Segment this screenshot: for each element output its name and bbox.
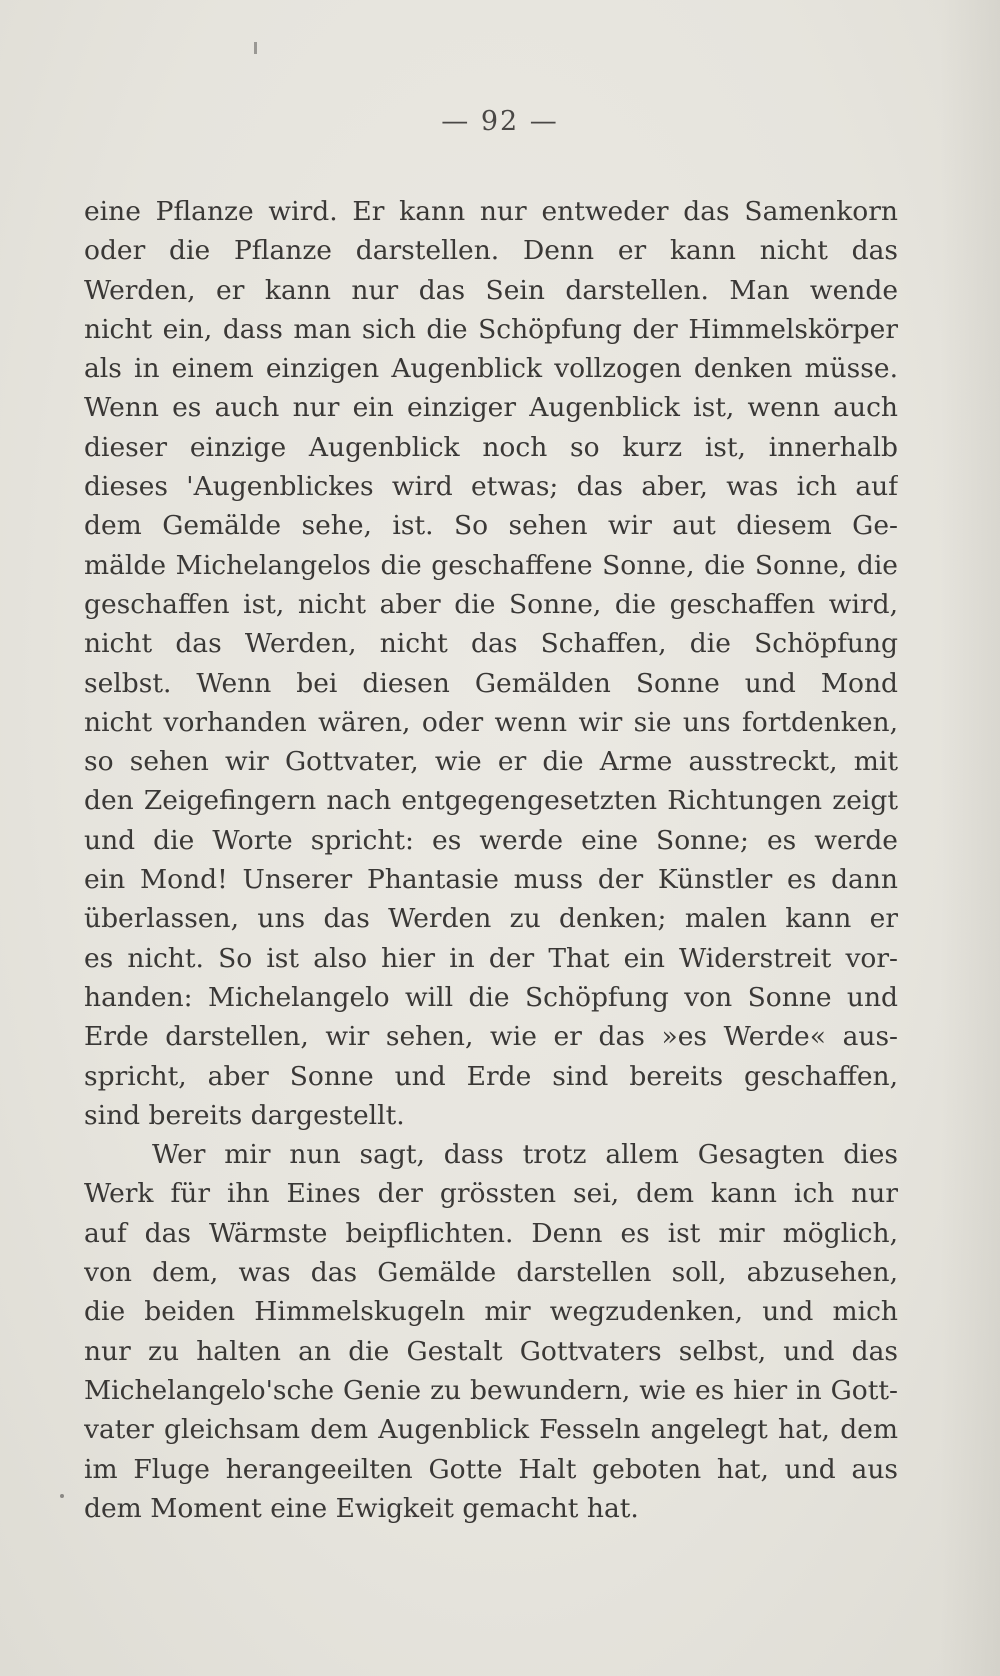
text-line: sind bereits dargestellt. (84, 1099, 405, 1131)
text-line: Werden, er kann nur das Sein darstellen. Man wende (84, 274, 898, 306)
text-line: auf das Wärmste beipflichten. Denn es ist mir möglich, (84, 1217, 898, 1249)
text-line: dieser einzige Augenblick noch so kurz ist, innerhalb (84, 431, 898, 463)
text-line: von dem, was das Gemälde darstellen soll, abzusehen, (84, 1257, 898, 1289)
text-line: Erde darstellen, wir sehen, wie er das »es Werde« aus- (84, 1021, 898, 1053)
text-line: oder die Pflanze darstellen. Denn er kann nicht das (84, 235, 898, 267)
text-line: so sehen wir Gottvater, wie er die Arme ausstreckt, mit (84, 746, 898, 778)
text-line: spricht, aber Sonne und Erde sind bereits geschaffen, (84, 1060, 898, 1092)
text-line: handen: Michelangelo will die Schöpfung von Sonne und (84, 981, 898, 1013)
text-line: dieses 'Augenblickes wird etwas; das aber, was ich auf (84, 471, 898, 503)
body-text (84, 192, 898, 1528)
text-line: mälde Michelangelos die geschaffene Sonne, die Sonne, die (84, 549, 898, 581)
text-line: nicht das Werden, nicht das Schaffen, die Schöpfung (84, 628, 898, 660)
text-line: dem Moment eine Ewigkeit gemacht hat. (84, 1492, 639, 1524)
text-line: nicht vorhanden wären, oder wenn wir sie uns fortdenken, (84, 706, 898, 738)
text-line: Wer mir nun sagt, dass trotz allem Gesagten dies (152, 1139, 898, 1171)
text-line: es nicht. So ist also hier in der That ein Widerstreit vor- (84, 942, 898, 974)
text-line: Werk für ihn Eines der grössten sei, dem kann ich nur (84, 1178, 898, 1210)
text-line: geschaffen ist, nicht aber die Sonne, die geschaffen wird, (84, 588, 898, 620)
text-line: die beiden Himmelskugeln mir wegzudenken, und mich (84, 1296, 898, 1328)
text-line: Michelangelo'sche Genie zu bewundern, wie es hier in Gott- (84, 1374, 898, 1406)
page-number: — 92 — (441, 106, 559, 137)
ink-speck (60, 1494, 64, 1498)
text-line: Wenn es auch nur ein einziger Augenblick ist, wenn auch (84, 392, 898, 424)
text-line: den Zeigefingern nach entgegengesetzten Richtungen zeigt (84, 785, 898, 817)
text-line: dem Gemälde sehe, ist. So sehen wir aut diesem Ge- (84, 510, 898, 542)
text-line: eine Pflanze wird. Er kann nur entweder das Samenkorn (84, 196, 898, 227)
text-line: überlassen, uns das Werden zu denken; malen kann er (84, 903, 898, 935)
text-line: ein Mond! Unserer Phantasie muss der Künstler es dann (84, 864, 898, 896)
text-line: und die Worte spricht: es werde eine Sonne; es werde (84, 824, 898, 856)
text-line: vater gleichsam dem Augenblick Fesseln angelegt hat, dem (84, 1414, 898, 1446)
text-line: nur zu halten an die Gestalt Gottvaters selbst, und das (84, 1335, 898, 1367)
text-line: als in einem einzigen Augenblick vollzogen denken müsse. (84, 353, 898, 385)
text-line: nicht ein, dass man sich die Schöpfung der Himmelskörper (84, 313, 898, 345)
ink-speck (254, 42, 257, 54)
page-edge-shadow (940, 0, 1000, 1676)
text-line: im Fluge herangeeilten Gotte Halt geboten hat, und aus (84, 1453, 898, 1485)
text-line: selbst. Wenn bei diesen Gemälden Sonne und Mond (84, 667, 898, 699)
